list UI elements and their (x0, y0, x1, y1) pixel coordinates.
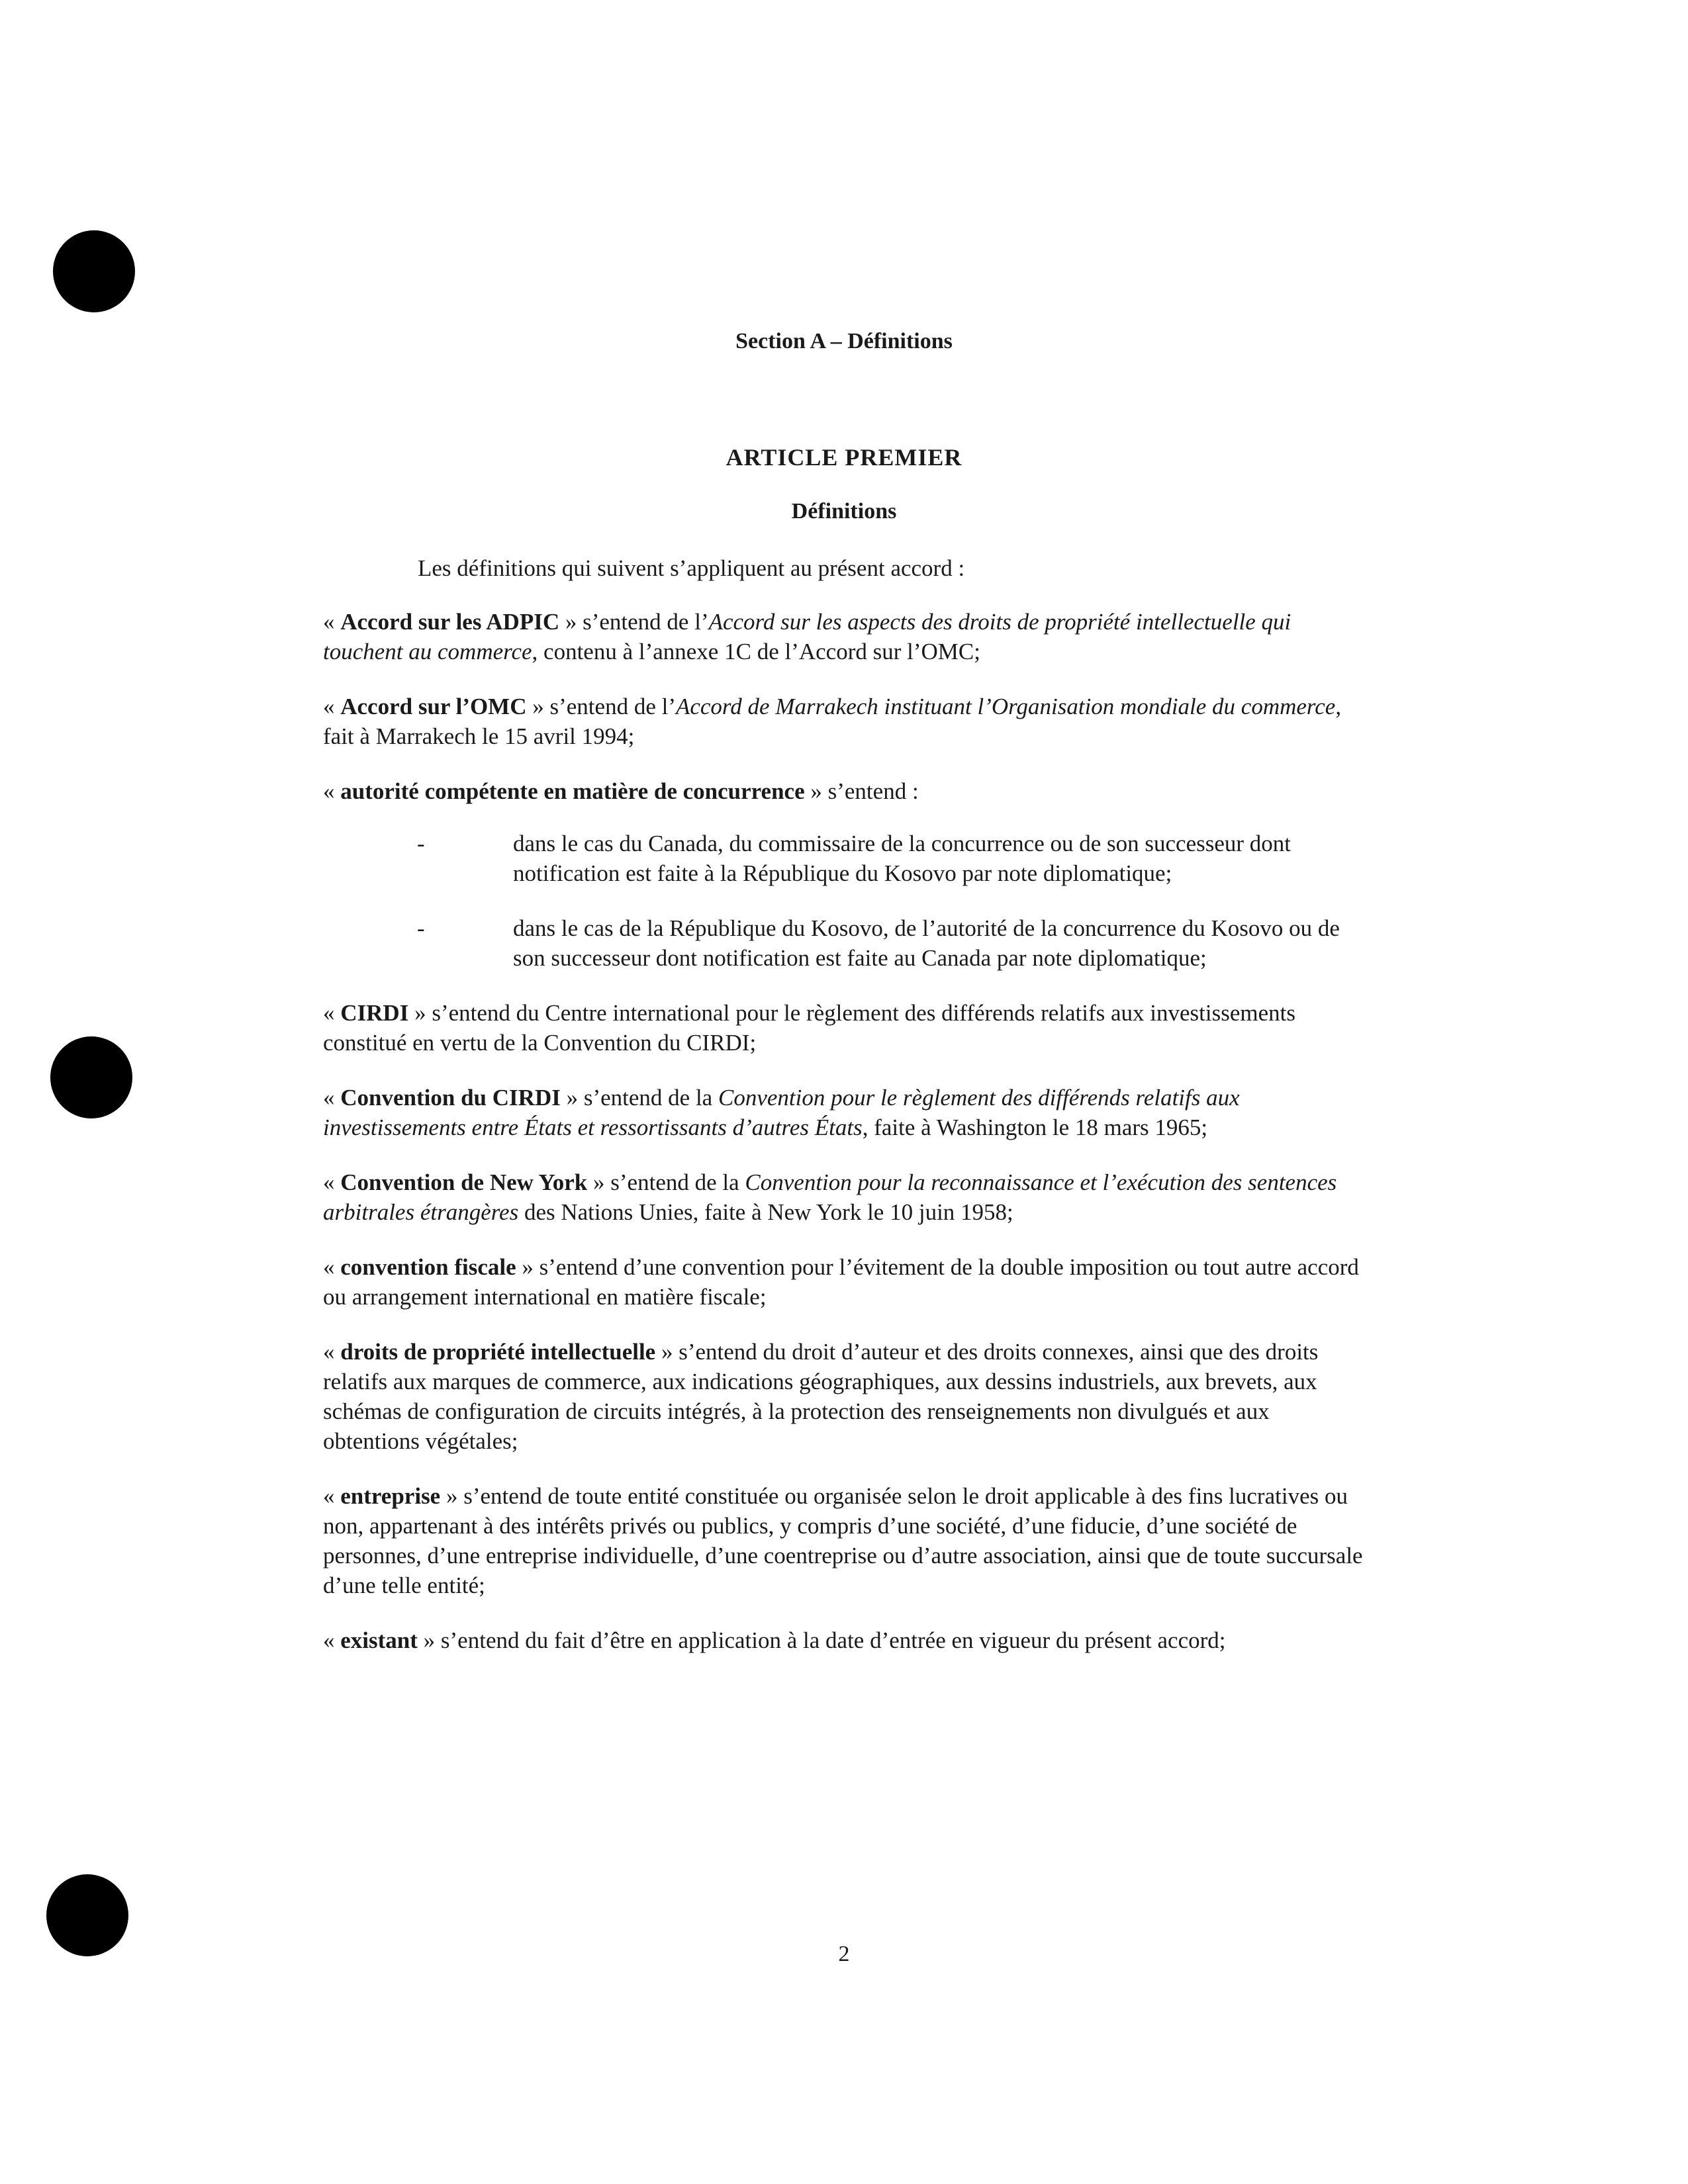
definition-term: convention fiscale (340, 1254, 516, 1280)
definition-term: CIRDI (340, 1000, 409, 1026)
page-number: 2 (838, 1942, 850, 1966)
definition-droits-propriete: « droits de propriété intellectuelle » s’entend du droit d’auteur et des droits connexes, ainsi que des droits relatifs aux marques de commerce, aux indications géographiques, aux dessins industriels, aux brevets, aux schémas de configuration de circuits intégrés, à la protection des renseignements non divulgués et aux obtentions végétales; (323, 1339, 1319, 1454)
definition-convention-fiscale: « convention fiscale » s’entend d’une convention pour l’évitement de la double imposition ou tout autre accord ou arrangement international en matière fiscale; (323, 1254, 1359, 1310)
punch-hole-middle (50, 1036, 132, 1118)
definition-cirdi: « CIRDI » s’entend du Centre international pour le règlement des différends relatifs aux investissements constitué en vertu de la Convention du CIRDI; (323, 1000, 1295, 1056)
definition-convention-cirdi: « Convention du CIRDI » s’entend de la Convention pour le règlement des différends relatifs aux investissements entre États et ressortissants d’autres États, faite à Washington le 18 mars 1965; (323, 1085, 1240, 1140)
definition-term: Convention de New York (340, 1169, 588, 1195)
section-title: Section A – Définitions (735, 329, 953, 353)
definition-title-italic: Convention pour la reconnaissance et l’exécution des sentences arbitrales étrangères (323, 1169, 1337, 1225)
definitions-body (323, 553, 1366, 1680)
definition-convention-new-york: « Convention de New York » s’entend de la Convention pour la reconnaissance et l’exécution des sentences arbitrales étrangères des Nations Unies, faite à New York le 10 juin 1958; (323, 1169, 1337, 1225)
list-item: - dans le cas du Canada, du commissaire de la concurrence ou de son successeur dont notification est faite à la République du Kosovo par note diplomatique; (323, 829, 1366, 888)
list-dash: - (417, 915, 425, 941)
definition-accord-adpic: « Accord sur les ADPIC » s’entend de l’Accord sur les aspects des droits de propriété intellectuelle qui touchent au commerce, contenu à l’annexe 1C de l’Accord sur l’OMC; (323, 609, 1291, 664)
autorite-list (323, 829, 1366, 973)
definition-title-italic: Accord sur les aspects des droits de propriété intellectuelle qui touchent au commerce (323, 609, 1291, 664)
definition-entreprise: « entreprise » s’entend de toute entité constituée ou organisée selon le droit applicable à des fins lucratives ou non, appartenant à des intérêts privés ou publics, y compris d’une société, d’une fiducie, d’une société de personnes, d’une entreprise individuelle, d’une coentreprise ou d’autre association, ainsi que de toute succursale d’une telle entité; (323, 1483, 1363, 1598)
list-item: - dans le cas de la République du Kosovo, de l’autorité de la concurrence du Kosovo ou de son successeur dont notification est faite au Canada par note diplomatique; (323, 913, 1366, 973)
definition-term: existant (340, 1627, 418, 1653)
article-title: ARTICLE PREMIER (726, 444, 962, 471)
definition-term: entreprise (340, 1483, 441, 1509)
definition-accord-omc: « Accord sur l’OMC » s’entend de l’Accord de Marrakech instituant l’Organisation mondiale du commerce, fait à Marrakech le 15 avril 1994; (323, 694, 1342, 749)
definition-autorite-concurrence: « autorité compétente en matière de concurrence » s’entend : (323, 778, 919, 804)
definition-term: Convention du CIRDI (340, 1085, 561, 1111)
definition-term: Accord sur les ADPIC (340, 609, 560, 635)
definition-term: autorité compétente en matière de concurrence (340, 778, 805, 804)
intro-paragraph: Les définitions qui suivent s’appliquent au présent accord : (418, 555, 965, 581)
definition-title-italic: Accord de Marrakech instituant l’Organisation mondiale du commerce (675, 694, 1336, 719)
definition-title-italic: Convention pour le règlement des différends relatifs aux investissements entre États et ressortissants d’autres États (323, 1085, 1240, 1140)
article-subtitle: Définitions (791, 499, 897, 523)
list-dash: - (417, 831, 425, 856)
punch-hole-top (53, 230, 135, 312)
definition-term: Accord sur l’OMC (340, 694, 527, 719)
definition-existant: « existant » s’entend du fait d’être en application à la date d’entrée en vigueur du présent accord; (323, 1627, 1226, 1653)
definition-term: droits de propriété intellectuelle (340, 1339, 656, 1365)
